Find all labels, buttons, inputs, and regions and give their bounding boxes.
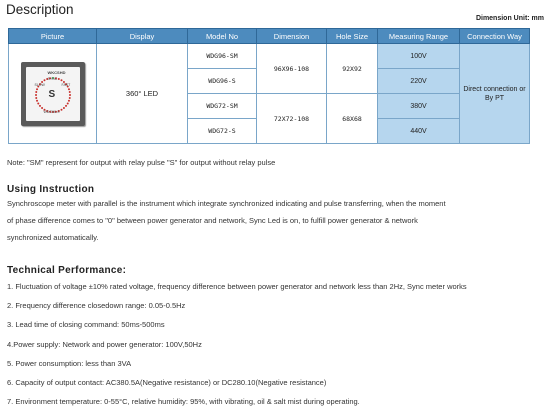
header-model-no: Model No (188, 29, 257, 44)
list-item: 5. Power consumption: less than 3VA (7, 358, 132, 368)
list-item: 6. Capacity of output contact: AC380.5A(Negative resistance) or DC280.10(Negative resistance) (7, 377, 327, 387)
header-picture: Picture (9, 29, 97, 44)
list-item: 7. Environment temperature: 0-55°C, relative humidity: 95%, with vibrating, oil & salt mist during operating. (7, 397, 360, 407)
range-cell: 380V (378, 94, 460, 119)
led-dot (60, 108, 62, 110)
list-item: 3. Lead time of closing command: 50ms-500ms (7, 320, 165, 330)
table-row (9, 44, 530, 69)
connection-cell: Direct connection or By PT (460, 44, 530, 144)
led-dot (37, 102, 39, 104)
using-instruction-heading: Using Instruction (7, 184, 95, 195)
dimension-cell: 72X72-108 (257, 94, 327, 144)
dimension-cell: 96X96-108 (257, 44, 327, 94)
list-item: 1. Fluctuation of voltage ±10% rated voltage, frequency difference between power generator and network less than 2Hz, Sync meter works (7, 282, 467, 291)
paragraph-line: of phase difference comes to "0" between power generator and network, Sync Led is on, to fulfill power generator & network (7, 216, 418, 225)
led-dot (62, 107, 64, 109)
led-dot (67, 88, 69, 90)
led-dot (68, 96, 70, 98)
led-dot (41, 107, 43, 109)
meter-fast-label: FAST (61, 82, 71, 87)
paragraph-line: Synchroscope meter with parallel is the instrument which integrate synchronized indicating and pulse transferring, when the moment (7, 199, 446, 208)
paragraph-line: synchronized automatically. (7, 233, 99, 242)
led-dot (35, 91, 37, 93)
table-note: Note: "SM" represent for output with relay pulse "S" for output without relay pulse (7, 158, 276, 167)
hole-size-cell: 92X92 (327, 44, 378, 94)
model-cell: WDG72-SM (188, 94, 257, 119)
list-item: 4.Power supply: Network and power generator: 100V,50Hz (7, 339, 202, 349)
header-hole-size: Hole Size (327, 29, 378, 44)
led-dot (69, 94, 71, 96)
meter-sync-label: SYNC (47, 76, 58, 81)
range-cell: 220V (378, 69, 460, 94)
model-cell: WDG96-SM (188, 44, 257, 69)
led-dot (43, 79, 45, 81)
range-cell: 100V (378, 44, 460, 69)
hole-size-cell: 68X68 (327, 94, 378, 144)
dimension-unit-label: Dimension Unit: mm (475, 15, 544, 22)
range-cell: 440V (378, 119, 460, 144)
led-dot (35, 96, 37, 98)
meter-model-label: WDG96-S (43, 109, 60, 114)
led-dot (68, 91, 70, 93)
list-item: 2. Frequency difference closedown range: 0.05-0.5Hz (7, 301, 186, 311)
led-dot (38, 104, 40, 106)
led-dot (65, 104, 67, 106)
technical-performance-heading: Technical Performance: (7, 265, 127, 276)
picture-cell (9, 44, 97, 144)
spec-table (8, 28, 530, 144)
led-dot (36, 88, 38, 90)
led-dot (67, 99, 69, 101)
led-dot (35, 94, 37, 96)
header-connection-way: Connection Way (460, 29, 530, 44)
led-dot (66, 102, 68, 104)
header-dimension: Dimension (257, 29, 327, 44)
led-dot (36, 99, 38, 101)
led-dot (57, 78, 59, 80)
led-dot (60, 79, 62, 81)
meter-brand-logo: WKCSHD (47, 69, 66, 75)
header-measuring-range: Measuring Range (378, 29, 460, 44)
model-cell: WDG72-S (188, 119, 257, 144)
table-header-row (9, 29, 530, 44)
technical-performance-list (7, 281, 467, 415)
synchroscope-meter-image (21, 62, 85, 126)
display-cell: 360° LED (97, 44, 188, 144)
using-instruction-text (7, 195, 543, 246)
meter-symbol: S (48, 88, 56, 100)
page-title: Description (6, 2, 74, 17)
meter-slow-label: SLOW (34, 82, 45, 87)
meter-dial (26, 67, 80, 121)
model-cell: WDG96-S (188, 69, 257, 94)
header-display: Display (97, 29, 188, 44)
